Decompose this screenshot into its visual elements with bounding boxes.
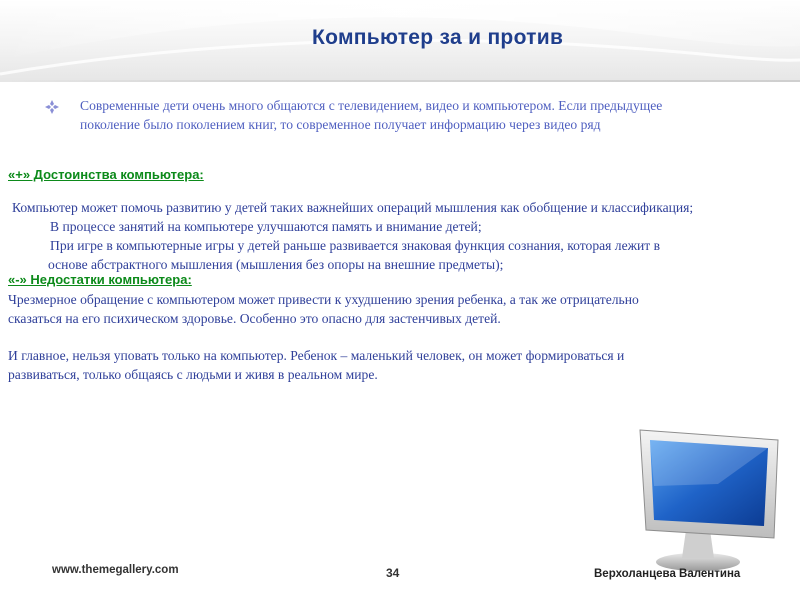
pros-item-3-line-1: При игре в компьютерные игры у детей раньше развивается знаковая функция сознания, которая лежит в — [50, 238, 661, 253]
intro-paragraph — [80, 96, 770, 134]
pros-item-1: Компьютер может помочь развитию у детей таких важнейших операций мышления как обобщение и классификация; — [12, 200, 694, 215]
footer-author: Верхоланцева Валентина — [594, 568, 741, 580]
footer-website: www.themegallery.com — [52, 564, 179, 576]
cons-paragraph — [8, 290, 748, 328]
footer-page-number: 34 — [386, 566, 400, 580]
conclusion-paragraph — [8, 346, 748, 384]
pros-item-3 — [50, 236, 770, 274]
intro-line-1: Современные дети очень много общаются с телевидением, видео и компьютером. Если предыдущее — [80, 98, 663, 113]
diamond-bullet-icon — [44, 99, 60, 115]
conclusion-line-1: И главное, нельзя уповать только на компьютер. Ребенок – маленький человек, он может формироваться и — [8, 348, 625, 363]
cons-line-1: Чрезмерное обращение с компьютером может привести к ухудшению зрения ребенка, а так же отрицательно — [8, 292, 639, 307]
conclusion-line-2: развиваться, только общаясь с людьми и живя в реальном мире. — [8, 367, 378, 382]
pros-heading: «+» Достоинства компьютера: — [8, 167, 204, 182]
intro-line-2: поколение было поколением книг, то современное получает информацию через видео ряд — [80, 117, 601, 132]
pros-item-2: В процессе занятий на компьютере улучшаются память и внимание детей; — [50, 219, 482, 234]
slide-title: Компьютер за и против — [312, 26, 564, 49]
computer-monitor-icon — [628, 426, 788, 574]
cons-heading: «-» Недостатки компьютера: — [8, 272, 192, 287]
cons-line-2: сказаться на его психическом здоровье. Особенно это опасно для застенчивых детей. — [8, 311, 501, 326]
header-divider — [0, 80, 800, 82]
pros-item-3-line-2: основе абстрактного мышления (мышления без опоры на внешние предметы); — [48, 257, 504, 272]
